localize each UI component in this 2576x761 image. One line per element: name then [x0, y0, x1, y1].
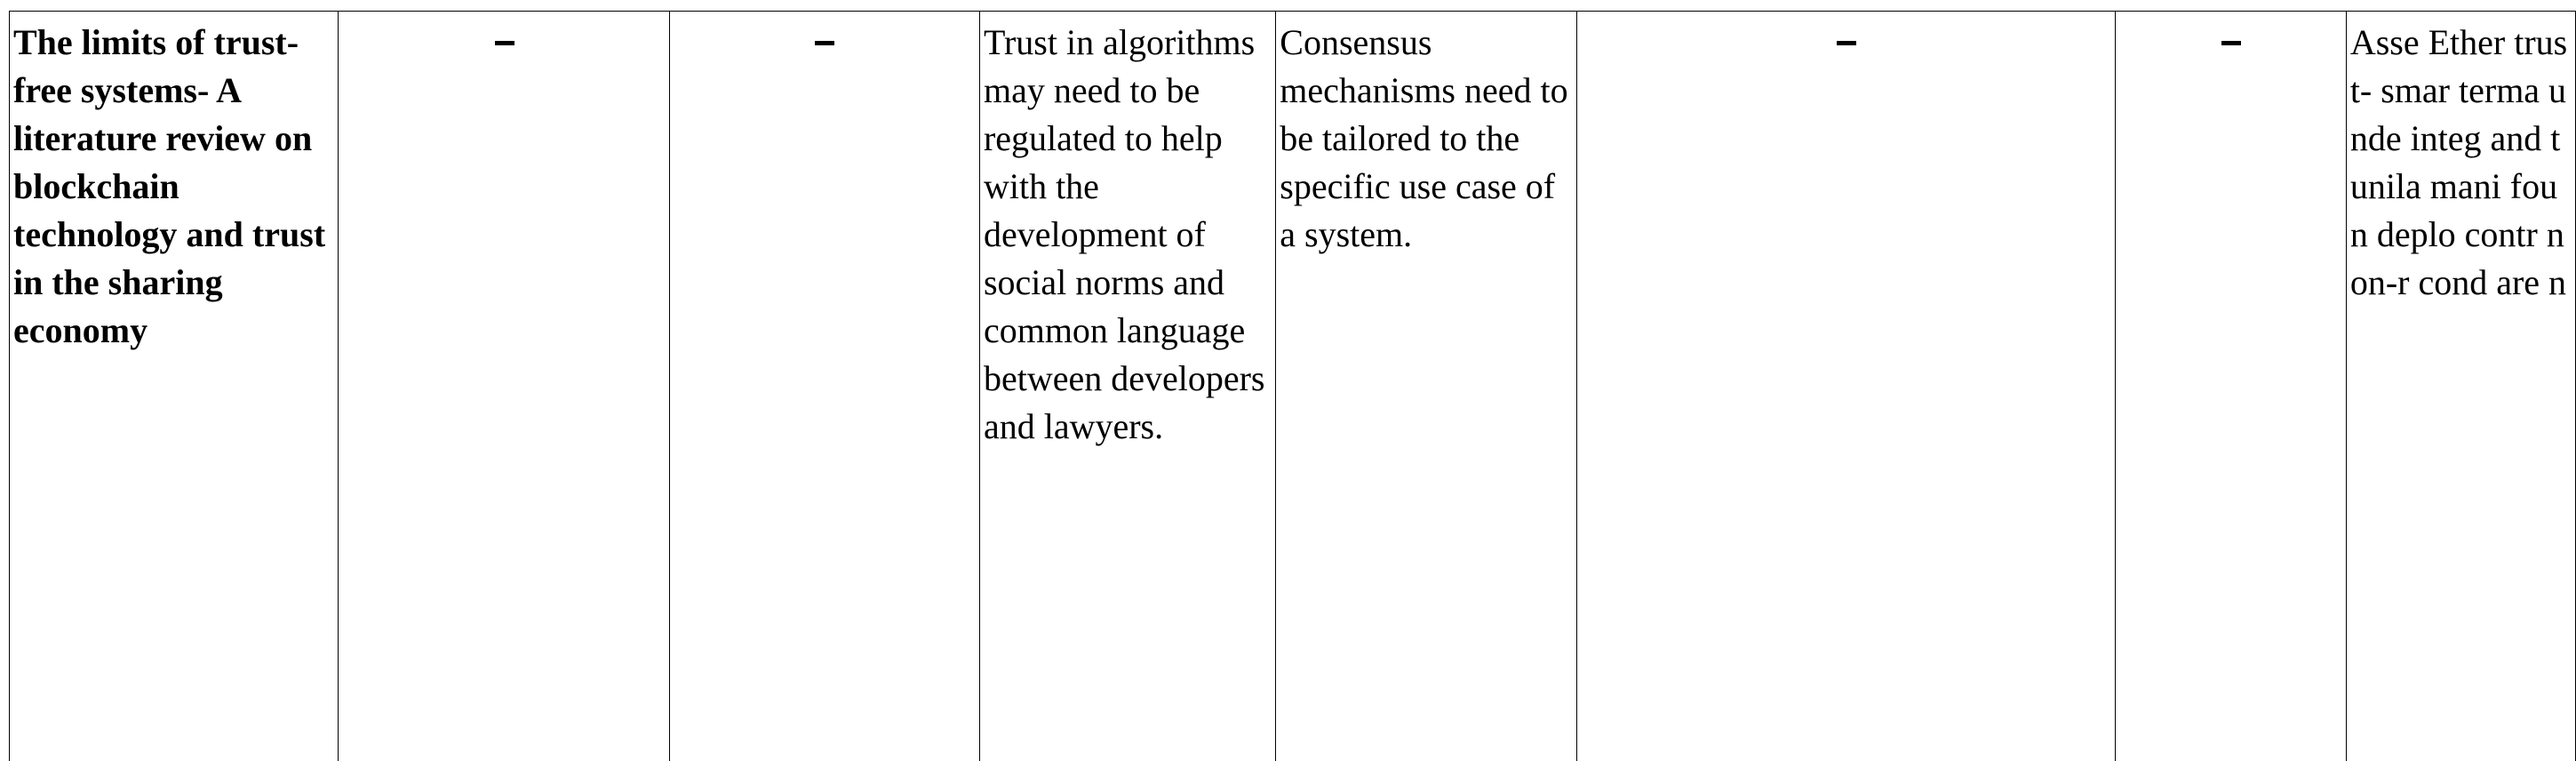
paper-title-cell — [10, 12, 339, 761]
empty-cell — [339, 12, 670, 761]
finding-cell — [1276, 12, 1577, 761]
dash-mark — [1837, 41, 1856, 45]
dash-mark — [495, 41, 514, 45]
empty-cell — [1576, 12, 2115, 761]
finding-text: Asse Ether trust- smar terma unde integ and t unila mani foun deplo contr non-r cond are n — [2349, 22, 2568, 302]
dash-mark — [2221, 41, 2241, 45]
empty-cell — [2115, 12, 2346, 761]
paper-title: The limits of trust-free systems- A literature review on blockchain technology and trust in the sharing economy — [13, 22, 326, 350]
literature-review-table — [9, 11, 2576, 761]
finding-cell-clipped — [2346, 12, 2575, 761]
table-row — [10, 12, 2576, 761]
empty-cell — [669, 12, 979, 761]
finding-text: Consensus mechanisms need to be tailored to the specific use case of a system. — [1280, 22, 1568, 254]
finding-text: Trust in algorithms may need to be regulated to help with the development of social norms and common language between developers and lawyers. — [983, 22, 1265, 446]
dash-mark — [815, 41, 834, 45]
finding-cell — [979, 12, 1275, 761]
